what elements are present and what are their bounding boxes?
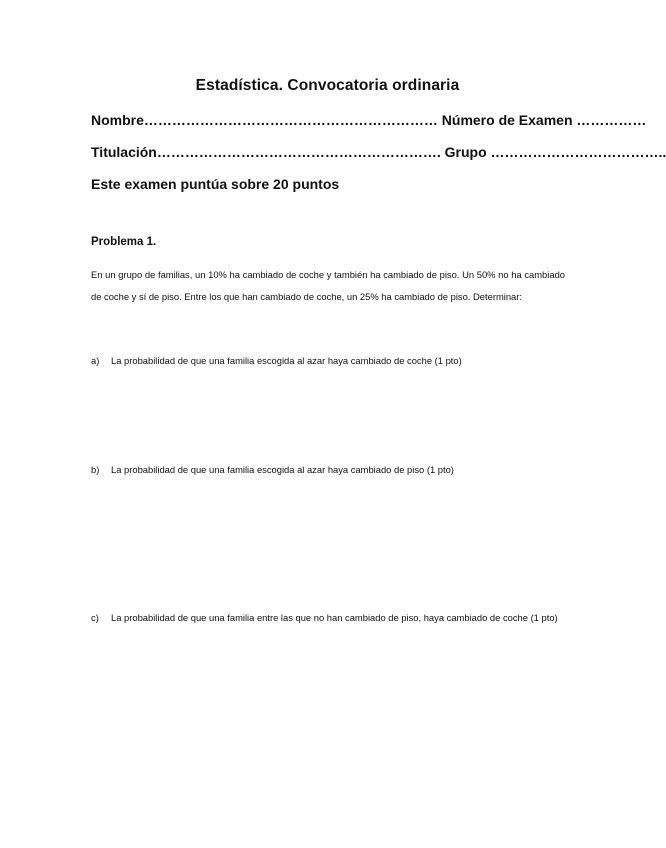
question-text: La probabilidad de que una familia escogida al azar haya cambiado de piso (1 pto)	[111, 464, 454, 475]
question-text: La probabilidad de que una familia entre las que no han cambiado de piso, haya cambiado de coche (1 pto)	[111, 612, 558, 623]
question-label: a)	[91, 355, 100, 366]
question-label: c)	[91, 612, 99, 623]
score-note: Este examen puntúa sobre 20 puntos	[91, 176, 340, 192]
question-text: La probabilidad de que una familia escogida al azar haya cambiado de coche (1 pto)	[111, 355, 462, 366]
problem-title: Problema 1.	[91, 236, 157, 248]
degree-group-line: Titulación……………………………………………………. Grupo ………………………………..	[91, 144, 666, 160]
exam-title: Estadística. Convocatoria ordinaria	[195, 77, 460, 94]
name-exam-number-line: Nombre……………………………………………………… Número de Examen ……………	[91, 112, 647, 128]
question-label: b)	[91, 464, 100, 475]
problem-statement: En un grupo de familias, un 10% ha cambiado de coche y también ha cambiado de piso. Un 50% no ha cambiado de coche y sí de piso. Entre los que han cambiado de coche, un 25% ha cambiado de piso. Determinar:	[91, 269, 565, 302]
question-c	[91, 607, 565, 629]
question-a	[91, 350, 565, 372]
question-b	[91, 459, 565, 481]
